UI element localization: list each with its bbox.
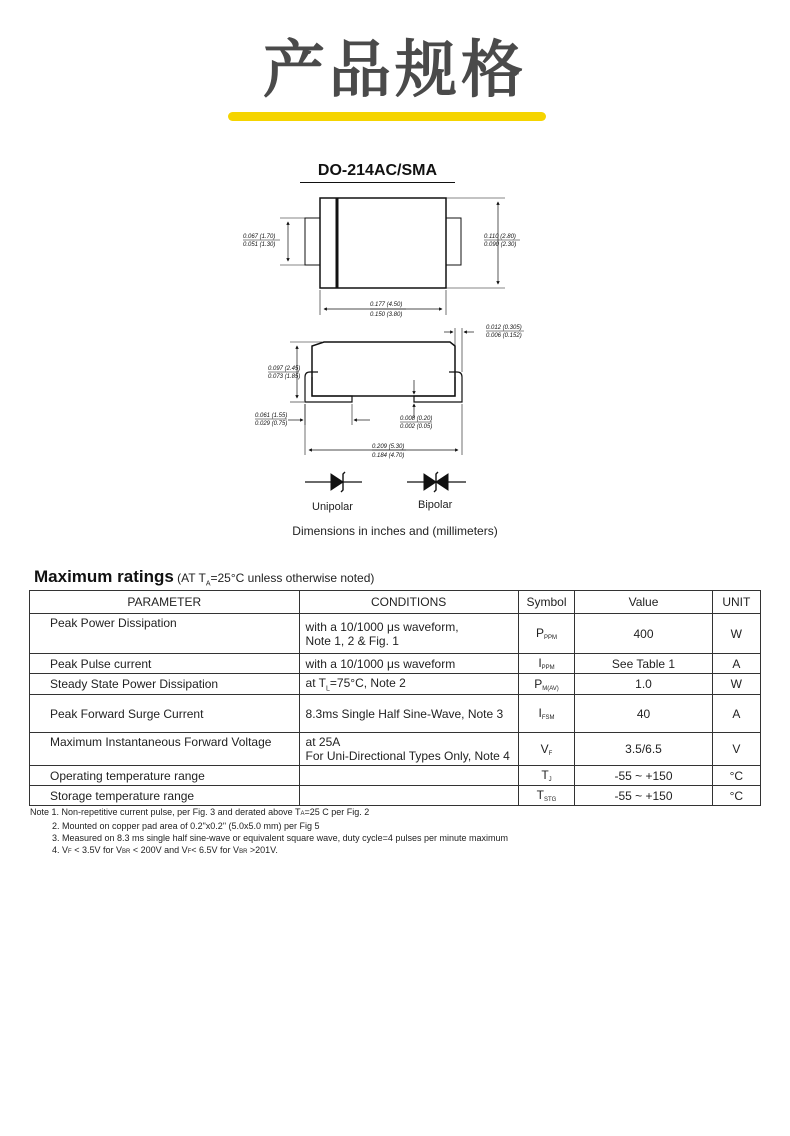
ratings-table xyxy=(29,590,761,806)
unit-cell: A xyxy=(712,695,760,733)
note-2: 2. Mounted on copper pad area of 0.2"x0.2" (5.0x5.0 mm) per Fig 5 xyxy=(52,821,320,831)
col-parameter: PARAMETER xyxy=(30,591,300,614)
unit-cell: V xyxy=(712,733,760,766)
dim-width-min: 0.090 (2.30) xyxy=(484,242,517,248)
table-row xyxy=(30,786,761,806)
package-name: DO-214AC/SMA xyxy=(300,162,455,183)
param-cell: Peak Power Dissipation xyxy=(30,614,300,654)
bipolar-diode-icon xyxy=(407,472,466,492)
symbol-cell: TSTG xyxy=(518,786,575,806)
param-cell: Steady State Power Dissipation xyxy=(30,674,300,695)
value-cell: 1.0 xyxy=(575,674,712,695)
dim-body-height-max: 0.067 (1.70) xyxy=(243,234,276,240)
param-cell: Storage temperature range xyxy=(30,786,300,806)
dim-lead-len-min: 0.029 (0.75) xyxy=(255,421,288,427)
table-row xyxy=(30,695,761,733)
dim-height-max: 0.097 (2.45) xyxy=(268,366,301,372)
notes xyxy=(30,806,508,858)
cond-cell: 8.3ms Single Half Sine-Wave, Note 3 xyxy=(299,695,518,733)
param-cell: Maximum Instantaneous Forward Voltage xyxy=(30,733,300,766)
value-cell: -55 ~ +150 xyxy=(575,766,712,786)
table-row xyxy=(30,766,761,786)
dim-lead-len-max: 0.061 (1.55) xyxy=(255,413,288,419)
dim-width-max: 0.110 (2.80) xyxy=(484,234,516,240)
value-cell: 3.5/6.5 xyxy=(575,733,712,766)
unit-cell: A xyxy=(712,654,760,674)
cond-cell: at 25A For Uni-Directional Types Only, Note 4 xyxy=(299,733,518,766)
table-header-row xyxy=(30,591,761,614)
col-value: Value xyxy=(575,591,712,614)
page-title: 产品规格 xyxy=(262,33,527,106)
dim-standoff-max: 0.008 (0.20) xyxy=(400,416,433,422)
value-cell: -55 ~ +150 xyxy=(575,786,712,806)
symbol-cell: PM(AV) xyxy=(518,674,575,695)
bipolar-label: Bipolar xyxy=(418,499,453,511)
col-conditions: CONDITIONS xyxy=(299,591,518,614)
ratings-heading xyxy=(34,567,374,587)
note-1: Note 1. Non-repetitive current pulse, per Fig. 3 and derated above TA=25 C per Fig. 2 xyxy=(30,807,370,817)
dimensions-caption: Dimensions in inches and (millimeters) xyxy=(292,524,498,538)
dim-body-length-max: 0.177 (4.50) xyxy=(370,302,403,308)
note-4: 4. VF < 3.5V for VBR < 200V and VF< 6.5V for VBR >201V. xyxy=(52,845,278,855)
param-cell: Peak Forward Surge Current xyxy=(30,695,300,733)
col-symbol: Symbol xyxy=(518,591,575,614)
top-view-lead-right xyxy=(446,218,461,265)
dim-lead-thk-max: 0.012 (0.305) xyxy=(486,325,522,331)
table-row xyxy=(30,674,761,695)
param-cell: Peak Pulse current xyxy=(30,654,300,674)
cond-cell: with a 10/1000 μs waveform, Note 1, 2 & Fig. 1 xyxy=(299,614,518,654)
param-cell: Operating temperature range xyxy=(30,766,300,786)
ratings-title: Maximum ratings xyxy=(34,567,174,586)
cond-cell: with a 10/1000 μs waveform xyxy=(299,654,518,674)
table-row xyxy=(30,614,761,654)
table-row xyxy=(30,733,761,766)
dim-standoff-min: 0.002 (0.05) xyxy=(400,424,433,430)
table-row xyxy=(30,654,761,674)
symbol-cell: VF xyxy=(518,733,575,766)
dim-overall-min: 0.184 (4.70) xyxy=(372,453,405,459)
ratings-condition: (AT $T_A=25^\circ C$ unless otherwise noted) xyxy=(177,571,375,588)
value-cell: 400 xyxy=(575,614,712,654)
cond-cell xyxy=(299,786,518,806)
symbol-cell: IFSM xyxy=(518,695,575,733)
col-unit: UNIT xyxy=(712,591,760,614)
dim-body-height-min: 0.051 (1.30) xyxy=(243,242,276,248)
note-3: 3. Measured on 8.3 ms single half sine-wave or equivalent square wave, duty cycle=4 pulses per minute maximum xyxy=(52,833,508,843)
value-cell: See Table 1 xyxy=(575,654,712,674)
unipolar-label: Unipolar xyxy=(312,501,353,513)
unit-cell: W xyxy=(712,674,760,695)
dim-body-length-min: 0.150 (3.80) xyxy=(370,312,403,318)
symbol-cell: TJ xyxy=(518,766,575,786)
dim-height-min: 0.073 (1.85) xyxy=(268,374,301,380)
unit-cell: °C xyxy=(712,786,760,806)
unipolar-diode-icon xyxy=(305,472,362,492)
symbol-cell: PPPM xyxy=(518,614,575,654)
unit-cell: W xyxy=(712,614,760,654)
dim-lead-thk-min: 0.006 (0.152) xyxy=(486,333,522,339)
cond-cell: at $T_L=75^\circ C$, Note 2 xyxy=(299,674,518,695)
package-drawing xyxy=(0,0,790,520)
side-view-body xyxy=(312,342,455,396)
cond-cell xyxy=(299,766,518,786)
top-view-lead-left xyxy=(305,218,320,265)
unit-cell: °C xyxy=(712,766,760,786)
dim-overall-max: 0.209 (5.30) xyxy=(372,444,405,450)
top-view-body xyxy=(320,198,446,288)
symbol-cell: IPPM xyxy=(518,654,575,674)
value-cell: 40 xyxy=(575,695,712,733)
